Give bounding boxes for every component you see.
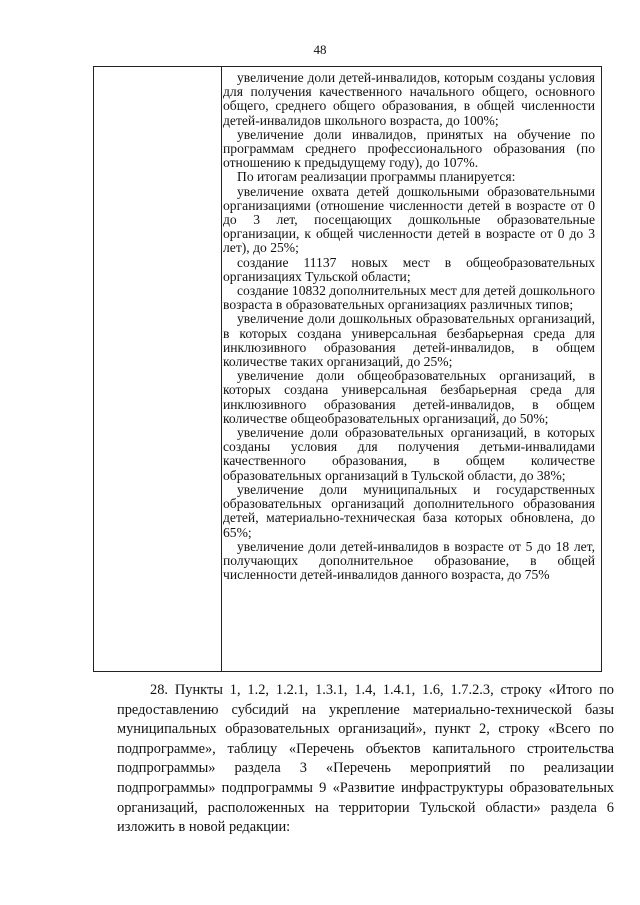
table-paragraph: увеличение доли общеобразовательных организаций, в которых создана универсальная безбарьерная среда для инклюзивного образования детей-инвалидов, в общем количестве общеобразовательных организаций, до 50%;: [223, 368, 595, 426]
table-paragraph: увеличение доли образовательных организаций, в которых созданы условия для получения детьми-инвалидами качественного образования, в общем количестве образовательных организаций в Тульской области, до 38%;: [223, 425, 595, 483]
table-paragraph: увеличение доли дошкольных образовательных организаций, в которых создана универсальная безбарьерная среда для инклюзивного образования детей-инвалидов, в общем количестве таких организаций, до 25%;: [223, 311, 595, 370]
closing-paragraph: 28. Пункты 1, 1.2, 1.2.1, 1.3.1, 1.4, 1.4.1, 1.6, 1.7.2.3, строку «Итого по предоставлению субсидий на укрепление материально-технической базы муниципальных образовательных организаций», пункт 2, строку «Всего по подпрограмме», таблицу «Перечень объектов капитального строительства подпрограммы» раздела 3 «Перечень мероприятий по реализации подпрограммы» подпрограммы 9 «Развитие инфраструктуры образовательных организаций, расположенных на территории Тульской области» раздела 6 изложить в новой редакции:: [117, 682, 614, 836]
table-left-cell: [94, 67, 222, 671]
table-paragraph: увеличение доли детей-инвалидов в возрасте от 5 до 18 лет, получающих дополнительное образование, в общей численности детей-инвалидов данного возраста, до 75%: [223, 538, 595, 583]
table-paragraph: увеличение доли детей-инвалидов, которым созданы условия для получения качественного начального общего, основного общего, среднего общего образования, в общей численности детей-инвалидов школьного возраста, до 100%;: [223, 70, 595, 128]
page-number: 48: [313, 42, 327, 57]
table-paragraph: увеличение охвата детей дошкольными образовательными организациями (отношение численности детей в возрасте от 0 до 3 лет, посещающих дошкольные образовательные организации, к общей численности детей в возрасте от 0 до 3 лет), до 25%;: [223, 183, 595, 256]
table-paragraph: увеличение доли инвалидов, принятых на обучение по программам среднего профессионального образования (по отношению к предыдущему году), до 107%.: [223, 126, 595, 171]
continuation-table: [93, 66, 602, 672]
table-right-cell: [223, 71, 595, 582]
table-paragraph: создание 11137 новых мест в общеобразовательных организациях Тульской области;: [223, 254, 595, 284]
table-paragraph: увеличение доли муниципальных и государственных образовательных организаций дополнительного образования детей, материально-техническая база которых обновлена, до 65%;: [223, 481, 595, 540]
table-paragraph: По итогам реализации программы планируется:: [237, 169, 516, 185]
table-paragraph: создание 10832 дополнительных мест для детей дошкольного возраста в образовательных организациях различных типов;: [223, 283, 595, 313]
body-text: [117, 681, 614, 838]
